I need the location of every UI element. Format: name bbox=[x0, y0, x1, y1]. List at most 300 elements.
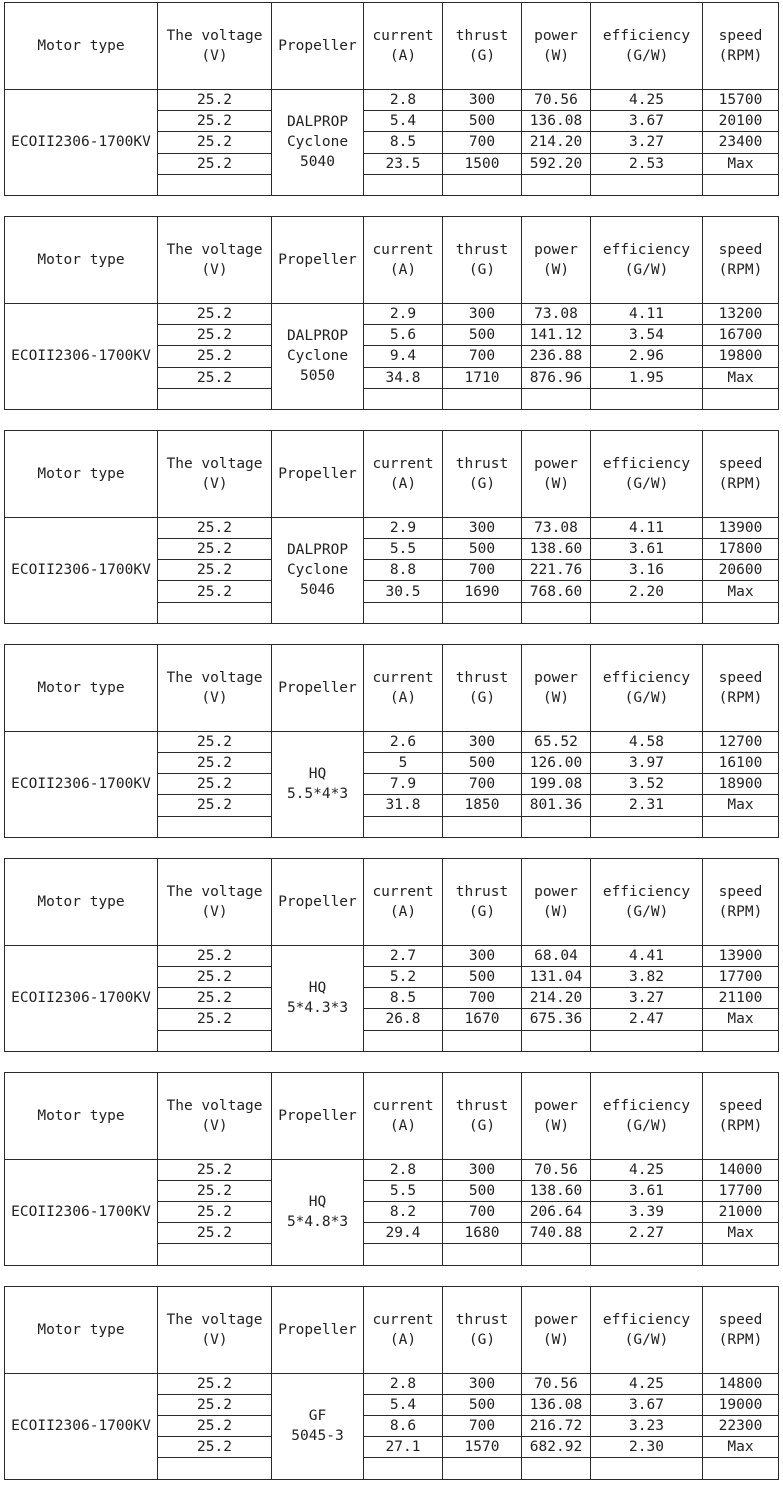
motor-type-cell: ECOII2306-1700KV bbox=[5, 1373, 158, 1479]
header-propeller bbox=[272, 1286, 364, 1373]
header-thrust-label: thrust bbox=[455, 455, 509, 472]
header-efficiency-unit: (G/W) bbox=[624, 689, 669, 706]
motor-type-cell: ECOII2306-1700KV bbox=[5, 731, 158, 837]
header-speed-unit: (RPM) bbox=[718, 903, 763, 920]
power-cell: 70.56 bbox=[522, 1159, 591, 1180]
header-speed bbox=[703, 644, 779, 731]
header-motor-type-label: Motor type bbox=[37, 1321, 125, 1338]
thrust-cell: 500 bbox=[443, 325, 522, 346]
power-cell: 73.08 bbox=[522, 303, 591, 324]
thrust-cell: 1570 bbox=[443, 1437, 522, 1458]
header-speed-label: speed bbox=[718, 1097, 763, 1114]
voltage-cell: 25.2 bbox=[158, 517, 272, 538]
speed-cell: 17700 bbox=[703, 1180, 779, 1201]
header-efficiency bbox=[591, 858, 703, 945]
thrust-cell bbox=[443, 1244, 522, 1265]
power-cell: 675.36 bbox=[522, 1009, 591, 1030]
header-propeller-label: Propeller bbox=[278, 465, 357, 482]
efficiency-cell bbox=[591, 1030, 703, 1051]
header-voltage bbox=[158, 430, 272, 517]
propeller-line: Cyclone bbox=[286, 562, 349, 579]
speed-cell: 17800 bbox=[703, 539, 779, 560]
header-speed-label: speed bbox=[718, 1311, 763, 1328]
current-cell: 9.4 bbox=[364, 346, 443, 367]
header-current-unit: (A) bbox=[389, 1117, 417, 1134]
thrust-cell: 700 bbox=[443, 132, 522, 153]
thrust-cell: 700 bbox=[443, 346, 522, 367]
header-power bbox=[522, 3, 591, 90]
propeller-line: 5040 bbox=[300, 154, 335, 171]
efficiency-cell: 2.30 bbox=[591, 1437, 703, 1458]
efficiency-cell: 4.25 bbox=[591, 1159, 703, 1180]
header-voltage bbox=[158, 216, 272, 303]
voltage-cell: 25.2 bbox=[158, 539, 272, 560]
power-cell: 73.08 bbox=[522, 517, 591, 538]
header-thrust-unit: (G) bbox=[468, 261, 496, 278]
header-voltage-unit: (V) bbox=[201, 1331, 228, 1348]
voltage-cell: 25.2 bbox=[158, 1009, 272, 1030]
header-speed bbox=[703, 216, 779, 303]
header-thrust bbox=[443, 1072, 522, 1159]
header-thrust-unit: (G) bbox=[468, 903, 496, 920]
header-motor-type-label: Motor type bbox=[37, 679, 125, 696]
thrust-cell bbox=[443, 602, 522, 623]
motor-type-cell: ECOII2306-1700KV bbox=[5, 517, 158, 623]
speed-cell: 20600 bbox=[703, 560, 779, 581]
header-power bbox=[522, 216, 591, 303]
header-motor-type-label: Motor type bbox=[37, 893, 125, 910]
efficiency-cell: 2.47 bbox=[591, 1009, 703, 1030]
header-thrust bbox=[443, 430, 522, 517]
thrust-cell: 300 bbox=[443, 90, 522, 111]
header-speed-unit: (RPM) bbox=[718, 475, 763, 492]
header-power bbox=[522, 644, 591, 731]
header-row bbox=[5, 430, 779, 517]
thrust-cell: 300 bbox=[443, 1373, 522, 1394]
header-thrust-unit: (G) bbox=[468, 1117, 496, 1134]
current-cell: 34.8 bbox=[364, 367, 443, 388]
thrust-cell: 1670 bbox=[443, 1009, 522, 1030]
header-row bbox=[5, 858, 779, 945]
header-current-label: current bbox=[372, 1311, 434, 1328]
header-voltage-unit: (V) bbox=[201, 903, 228, 920]
efficiency-cell: 3.82 bbox=[591, 966, 703, 987]
header-motor-type bbox=[5, 1072, 158, 1159]
spec-table bbox=[4, 1286, 779, 1480]
spec-table bbox=[4, 858, 779, 1052]
efficiency-cell: 2.31 bbox=[591, 795, 703, 816]
header-power-label: power bbox=[534, 883, 578, 900]
header-voltage bbox=[158, 1072, 272, 1159]
current-cell: 5.5 bbox=[364, 1180, 443, 1201]
voltage-cell: 25.2 bbox=[158, 325, 272, 346]
propeller-cell bbox=[272, 945, 364, 1051]
efficiency-cell: 3.39 bbox=[591, 1202, 703, 1223]
header-efficiency bbox=[591, 1286, 703, 1373]
thrust-cell: 500 bbox=[443, 753, 522, 774]
header-efficiency-label: efficiency bbox=[602, 1311, 691, 1328]
propeller-line: DALPROP bbox=[286, 542, 349, 559]
speed-cell: 16100 bbox=[703, 753, 779, 774]
power-cell: 768.60 bbox=[522, 581, 591, 602]
voltage-cell: 25.2 bbox=[158, 1416, 272, 1437]
header-speed bbox=[703, 1072, 779, 1159]
current-cell: 2.8 bbox=[364, 1159, 443, 1180]
header-efficiency-unit: (G/W) bbox=[624, 1331, 669, 1348]
header-efficiency-unit: (G/W) bbox=[624, 903, 669, 920]
speed-cell: 21000 bbox=[703, 1202, 779, 1223]
header-voltage bbox=[158, 644, 272, 731]
efficiency-cell bbox=[591, 1458, 703, 1479]
header-thrust bbox=[443, 858, 522, 945]
propeller-line: Cyclone bbox=[286, 134, 349, 151]
header-efficiency bbox=[591, 430, 703, 517]
efficiency-cell: 3.67 bbox=[591, 111, 703, 132]
header-propeller-label: Propeller bbox=[278, 38, 357, 54]
table-row bbox=[5, 303, 779, 324]
header-voltage bbox=[158, 858, 272, 945]
voltage-cell bbox=[158, 388, 272, 409]
header-speed bbox=[703, 858, 779, 945]
header-motor-type bbox=[5, 430, 158, 517]
current-cell: 29.4 bbox=[364, 1223, 443, 1244]
header-power-unit: (W) bbox=[542, 1117, 570, 1134]
table-row bbox=[5, 1159, 779, 1180]
efficiency-cell: 3.54 bbox=[591, 325, 703, 346]
current-cell: 5.2 bbox=[364, 966, 443, 987]
power-cell: 126.00 bbox=[522, 753, 591, 774]
speed-cell: 13900 bbox=[703, 517, 779, 538]
power-cell: 876.96 bbox=[522, 367, 591, 388]
header-voltage-label: The voltage bbox=[166, 28, 263, 44]
voltage-cell: 25.2 bbox=[158, 1437, 272, 1458]
voltage-cell: 25.2 bbox=[158, 303, 272, 324]
header-voltage-unit: (V) bbox=[201, 1117, 228, 1134]
efficiency-cell: 3.27 bbox=[591, 988, 703, 1009]
header-propeller bbox=[272, 216, 364, 303]
power-cell: 136.08 bbox=[522, 1394, 591, 1415]
propeller-line: 5*4.3*3 bbox=[286, 1000, 349, 1017]
header-current bbox=[364, 1286, 443, 1373]
power-cell: 199.08 bbox=[522, 774, 591, 795]
voltage-cell: 25.2 bbox=[158, 774, 272, 795]
current-cell bbox=[364, 1458, 443, 1479]
header-speed-label: speed bbox=[718, 883, 763, 900]
table-row bbox=[5, 945, 779, 966]
header-current-unit: (A) bbox=[389, 261, 417, 278]
voltage-cell bbox=[158, 602, 272, 623]
power-cell: 68.04 bbox=[522, 945, 591, 966]
header-voltage bbox=[158, 1286, 272, 1373]
header-speed-unit: (RPM) bbox=[718, 689, 763, 706]
power-cell bbox=[522, 1030, 591, 1051]
power-cell: 216.72 bbox=[522, 1416, 591, 1437]
voltage-cell: 25.2 bbox=[158, 153, 272, 174]
header-efficiency-label: efficiency bbox=[602, 28, 691, 44]
speed-cell: 16700 bbox=[703, 325, 779, 346]
speed-cell: 13200 bbox=[703, 303, 779, 324]
efficiency-cell: 1.95 bbox=[591, 367, 703, 388]
voltage-cell: 25.2 bbox=[158, 90, 272, 111]
power-cell: 70.56 bbox=[522, 1373, 591, 1394]
header-current-label: current bbox=[372, 455, 434, 472]
current-cell: 8.5 bbox=[364, 132, 443, 153]
propeller-cell bbox=[272, 731, 364, 837]
current-cell bbox=[364, 388, 443, 409]
propeller-line: 5.5*4*3 bbox=[286, 786, 349, 803]
current-cell: 2.9 bbox=[364, 303, 443, 324]
header-voltage-label: The voltage bbox=[166, 455, 263, 472]
thrust-cell: 500 bbox=[443, 1394, 522, 1415]
voltage-cell: 25.2 bbox=[158, 988, 272, 1009]
header-motor-type-label: Motor type bbox=[37, 251, 125, 268]
current-cell bbox=[364, 174, 443, 195]
speed-cell bbox=[703, 1244, 779, 1265]
header-efficiency-label: efficiency bbox=[602, 883, 691, 900]
thrust-cell bbox=[443, 816, 522, 837]
header-thrust-label: thrust bbox=[455, 1097, 509, 1114]
header-thrust-unit: (G) bbox=[468, 1331, 496, 1348]
current-cell bbox=[364, 1030, 443, 1051]
header-voltage-label: The voltage bbox=[166, 883, 263, 900]
current-cell: 30.5 bbox=[364, 581, 443, 602]
header-power bbox=[522, 858, 591, 945]
power-cell bbox=[522, 174, 591, 195]
header-propeller bbox=[272, 644, 364, 731]
thrust-cell: 700 bbox=[443, 1416, 522, 1437]
speed-cell bbox=[703, 816, 779, 837]
motor-type-cell: ECOII2306-1700KV bbox=[5, 945, 158, 1051]
header-speed-label: speed bbox=[718, 455, 763, 472]
thrust-cell: 500 bbox=[443, 111, 522, 132]
thrust-cell: 300 bbox=[443, 517, 522, 538]
power-cell: 70.56 bbox=[522, 90, 591, 111]
header-propeller-label: Propeller bbox=[278, 1321, 357, 1338]
header-voltage-unit: (V) bbox=[201, 475, 228, 492]
header-voltage-unit: (V) bbox=[201, 689, 228, 706]
voltage-cell: 25.2 bbox=[158, 560, 272, 581]
thrust-cell bbox=[443, 174, 522, 195]
table-row bbox=[5, 731, 779, 752]
header-efficiency-label: efficiency bbox=[602, 1097, 691, 1114]
propeller-line: DALPROP bbox=[286, 114, 349, 131]
power-cell: 138.60 bbox=[522, 539, 591, 560]
current-cell: 27.1 bbox=[364, 1437, 443, 1458]
speed-cell: Max bbox=[703, 1009, 779, 1030]
header-propeller-label: Propeller bbox=[278, 251, 357, 268]
header-power bbox=[522, 1286, 591, 1373]
voltage-cell: 25.2 bbox=[158, 346, 272, 367]
power-cell: 236.88 bbox=[522, 346, 591, 367]
power-cell bbox=[522, 1244, 591, 1265]
header-current-unit: (A) bbox=[389, 475, 417, 492]
speed-cell: 12700 bbox=[703, 731, 779, 752]
thrust-cell: 500 bbox=[443, 539, 522, 560]
header-power-label: power bbox=[534, 1311, 578, 1328]
current-cell: 2.6 bbox=[364, 731, 443, 752]
header-thrust-label: thrust bbox=[455, 669, 509, 686]
header-propeller bbox=[272, 430, 364, 517]
power-cell: 65.52 bbox=[522, 731, 591, 752]
header-current-unit: (A) bbox=[389, 689, 417, 706]
voltage-cell: 25.2 bbox=[158, 132, 272, 153]
header-propeller bbox=[272, 3, 364, 90]
current-cell: 31.8 bbox=[364, 795, 443, 816]
speed-cell: 20100 bbox=[703, 111, 779, 132]
efficiency-cell: 3.27 bbox=[591, 132, 703, 153]
efficiency-cell bbox=[591, 1244, 703, 1265]
thrust-cell: 1500 bbox=[443, 153, 522, 174]
propeller-cell bbox=[272, 1159, 364, 1265]
voltage-cell: 25.2 bbox=[158, 731, 272, 752]
header-efficiency-unit: (G/W) bbox=[624, 1117, 669, 1134]
power-cell: 682.92 bbox=[522, 1437, 591, 1458]
current-cell: 23.5 bbox=[364, 153, 443, 174]
header-thrust-label: thrust bbox=[455, 28, 509, 44]
header-speed-unit: (RPM) bbox=[718, 1117, 763, 1134]
header-current bbox=[364, 3, 443, 90]
header-current-unit: (A) bbox=[389, 903, 417, 920]
header-current-unit: (A) bbox=[389, 1331, 417, 1348]
power-cell: 221.76 bbox=[522, 560, 591, 581]
power-cell bbox=[522, 816, 591, 837]
speed-cell: Max bbox=[703, 1437, 779, 1458]
current-cell bbox=[364, 602, 443, 623]
speed-cell: 17700 bbox=[703, 966, 779, 987]
header-current bbox=[364, 1072, 443, 1159]
voltage-cell bbox=[158, 174, 272, 195]
header-efficiency bbox=[591, 644, 703, 731]
current-cell: 2.8 bbox=[364, 90, 443, 111]
voltage-cell: 25.2 bbox=[158, 1394, 272, 1415]
thrust-cell bbox=[443, 1030, 522, 1051]
thrust-cell: 500 bbox=[443, 966, 522, 987]
voltage-cell bbox=[158, 1030, 272, 1051]
efficiency-cell bbox=[591, 602, 703, 623]
header-thrust-label: thrust bbox=[455, 1311, 509, 1328]
efficiency-cell: 4.41 bbox=[591, 945, 703, 966]
header-speed-unit: (RPM) bbox=[718, 261, 763, 278]
header-propeller-label: Propeller bbox=[278, 679, 357, 696]
table-row bbox=[5, 1373, 779, 1394]
power-cell bbox=[522, 388, 591, 409]
header-current-label: current bbox=[372, 883, 434, 900]
efficiency-cell: 4.11 bbox=[591, 303, 703, 324]
header-voltage bbox=[158, 3, 272, 90]
header-power-label: power bbox=[534, 455, 578, 472]
header-motor-type bbox=[5, 216, 158, 303]
motor-type-cell: ECOII2306-1700KV bbox=[5, 90, 158, 196]
header-current-label: current bbox=[372, 1097, 434, 1114]
efficiency-cell: 3.23 bbox=[591, 1416, 703, 1437]
power-cell: 740.88 bbox=[522, 1223, 591, 1244]
header-efficiency-unit: (G/W) bbox=[624, 475, 669, 492]
voltage-cell: 25.2 bbox=[158, 1223, 272, 1244]
voltage-cell bbox=[158, 1244, 272, 1265]
spec-table bbox=[4, 1072, 779, 1266]
speed-cell: Max bbox=[703, 581, 779, 602]
header-speed-unit: (RPM) bbox=[718, 48, 763, 64]
table-row bbox=[5, 517, 779, 538]
header-motor-type bbox=[5, 3, 158, 90]
speed-cell: Max bbox=[703, 1223, 779, 1244]
motor-type-cell: ECOII2306-1700KV bbox=[5, 303, 158, 409]
efficiency-cell: 2.96 bbox=[591, 346, 703, 367]
efficiency-cell bbox=[591, 388, 703, 409]
speed-cell bbox=[703, 174, 779, 195]
power-cell: 206.64 bbox=[522, 1202, 591, 1223]
power-cell: 214.20 bbox=[522, 132, 591, 153]
header-thrust bbox=[443, 216, 522, 303]
thrust-cell: 1690 bbox=[443, 581, 522, 602]
speed-cell: Max bbox=[703, 367, 779, 388]
header-current bbox=[364, 430, 443, 517]
header-thrust bbox=[443, 3, 522, 90]
voltage-cell: 25.2 bbox=[158, 111, 272, 132]
speed-cell: 14000 bbox=[703, 1159, 779, 1180]
speed-cell: 21100 bbox=[703, 988, 779, 1009]
header-motor-type bbox=[5, 1286, 158, 1373]
speed-cell: 14800 bbox=[703, 1373, 779, 1394]
header-current-label: current bbox=[372, 669, 434, 686]
thrust-cell: 500 bbox=[443, 1180, 522, 1201]
header-thrust bbox=[443, 644, 522, 731]
efficiency-cell: 3.16 bbox=[591, 560, 703, 581]
power-cell bbox=[522, 1458, 591, 1479]
efficiency-cell: 4.11 bbox=[591, 517, 703, 538]
voltage-cell: 25.2 bbox=[158, 1180, 272, 1201]
spec-table bbox=[4, 2, 779, 196]
propeller-cell bbox=[272, 90, 364, 196]
header-voltage-unit: (V) bbox=[201, 261, 228, 278]
header-current-label: current bbox=[372, 28, 434, 44]
header-speed-label: speed bbox=[718, 241, 763, 258]
propeller-line: GF bbox=[308, 1408, 327, 1425]
propeller-line: HQ bbox=[308, 980, 327, 997]
power-cell: 131.04 bbox=[522, 966, 591, 987]
efficiency-cell bbox=[591, 816, 703, 837]
header-efficiency bbox=[591, 3, 703, 90]
efficiency-cell: 3.97 bbox=[591, 753, 703, 774]
header-power-label: power bbox=[534, 28, 578, 44]
thrust-cell: 700 bbox=[443, 774, 522, 795]
header-thrust-unit: (G) bbox=[468, 475, 496, 492]
power-cell bbox=[522, 602, 591, 623]
header-power-unit: (W) bbox=[542, 689, 570, 706]
thrust-cell bbox=[443, 1458, 522, 1479]
header-propeller-label: Propeller bbox=[278, 1107, 357, 1124]
voltage-cell: 25.2 bbox=[158, 753, 272, 774]
current-cell: 7.9 bbox=[364, 774, 443, 795]
header-motor-type bbox=[5, 644, 158, 731]
header-power-label: power bbox=[534, 669, 578, 686]
speed-cell: 19000 bbox=[703, 1394, 779, 1415]
current-cell: 2.9 bbox=[364, 517, 443, 538]
propeller-line: HQ bbox=[308, 1194, 327, 1211]
spec-table bbox=[4, 216, 779, 410]
power-cell: 801.36 bbox=[522, 795, 591, 816]
speed-cell: Max bbox=[703, 153, 779, 174]
spec-tables-container bbox=[4, 2, 778, 1500]
current-cell: 2.7 bbox=[364, 945, 443, 966]
current-cell: 5.6 bbox=[364, 325, 443, 346]
propeller-cell bbox=[272, 517, 364, 623]
header-power bbox=[522, 1072, 591, 1159]
header-speed bbox=[703, 3, 779, 90]
speed-cell: 13900 bbox=[703, 945, 779, 966]
header-row bbox=[5, 1072, 779, 1159]
header-speed-unit: (RPM) bbox=[718, 1331, 763, 1348]
